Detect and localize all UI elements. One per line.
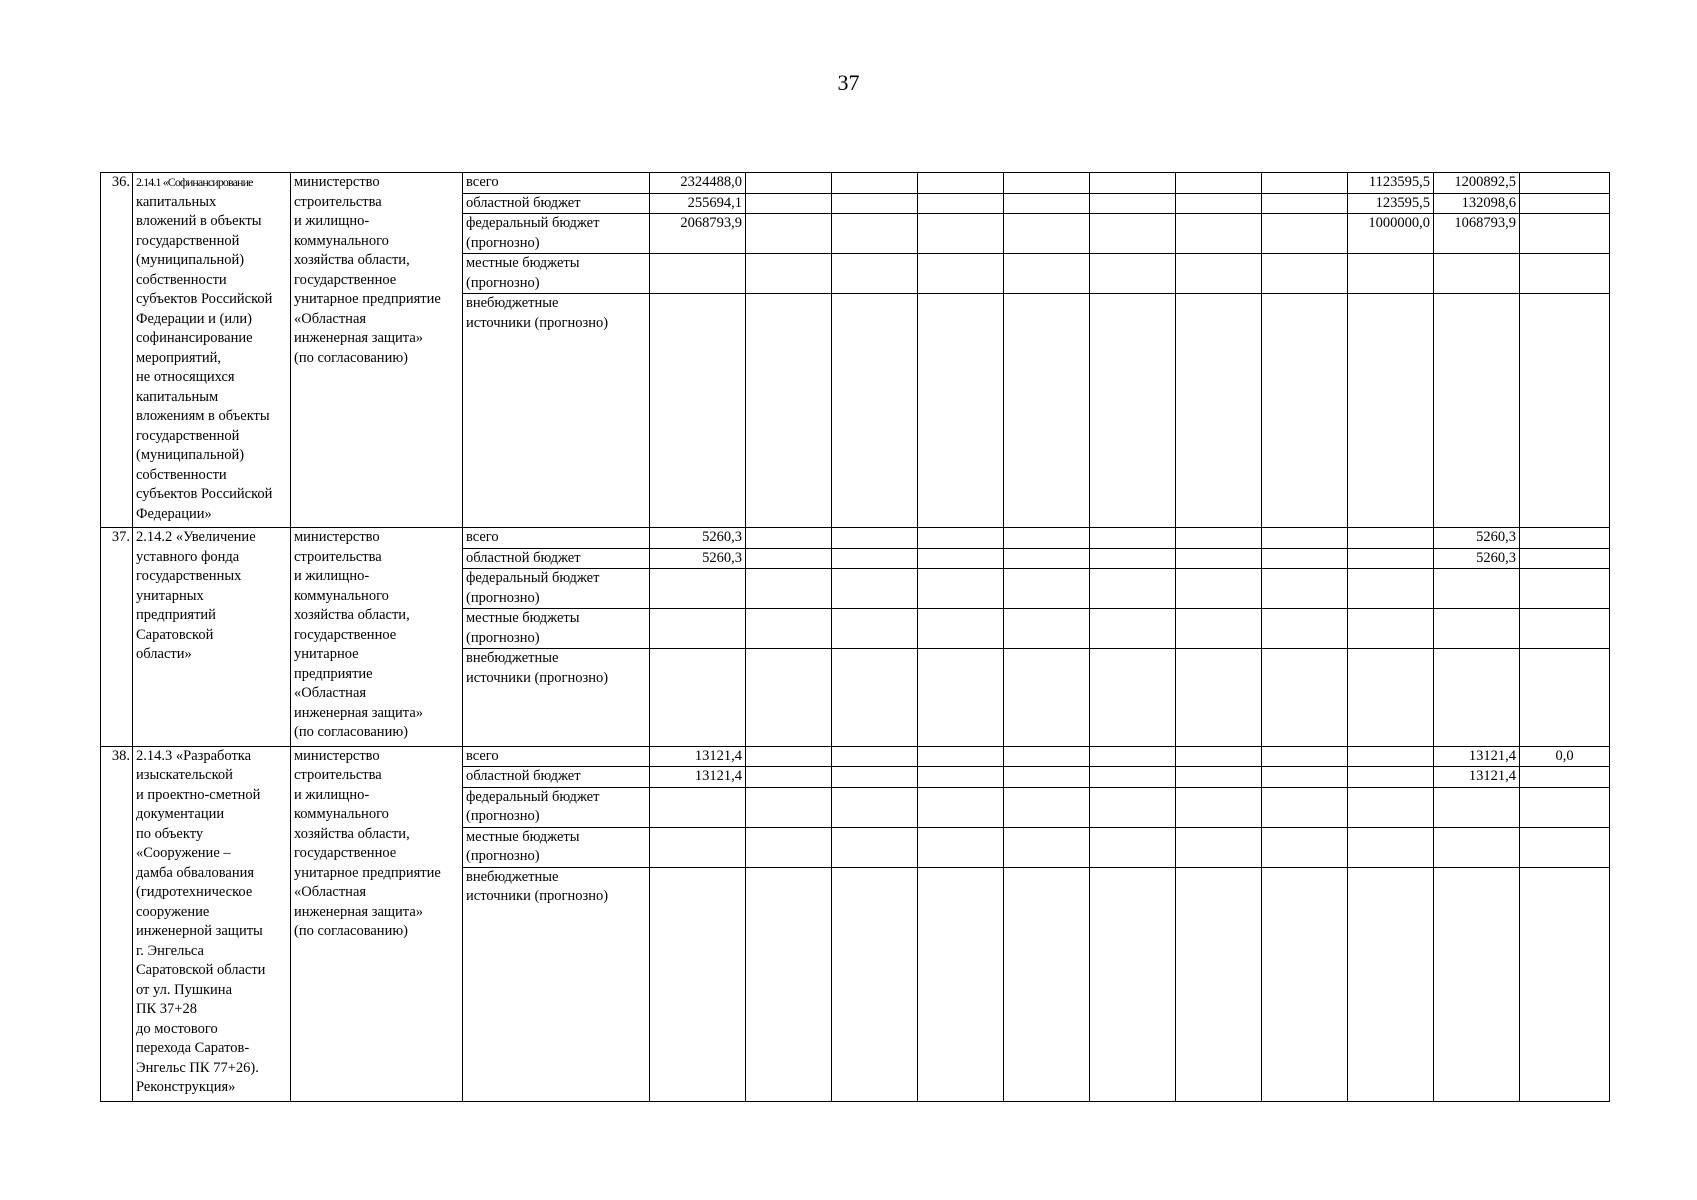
year-amount-empty xyxy=(918,193,1004,214)
funding-source xyxy=(463,569,650,609)
total-amount: 13121,4 xyxy=(650,746,746,767)
year-amount-empty xyxy=(1262,609,1348,649)
funding-source xyxy=(463,193,650,214)
funding-source-label: федеральный бюджет (прогнозно) xyxy=(466,215,600,251)
year-amount-empty xyxy=(1262,746,1348,767)
funding-source-label: внебюджетные источники (прогнозно) xyxy=(466,295,609,331)
total-amount xyxy=(650,569,746,609)
total-amount: 5260,3 xyxy=(650,528,746,549)
item-executor-text: министерство строительства и жилищно- коммунального хозяйства области, государственное унитарное предприятие «Областная инженерная защита» (по согласованию) xyxy=(294,174,441,366)
year-amount-empty xyxy=(1090,867,1176,1101)
year-amount-empty xyxy=(1004,827,1090,867)
year-amount-empty xyxy=(832,548,918,569)
year-amount: 0,0 xyxy=(1520,746,1610,767)
year-amount xyxy=(1434,294,1520,528)
year-amount-empty xyxy=(918,609,1004,649)
year-amount-empty xyxy=(1262,649,1348,747)
year-amount-empty xyxy=(832,767,918,788)
year-amount-empty xyxy=(1176,787,1262,827)
year-amount-empty xyxy=(918,787,1004,827)
year-amount xyxy=(1348,649,1434,747)
year-amount-empty xyxy=(1090,528,1176,549)
total-amount xyxy=(650,294,746,528)
funding-source xyxy=(463,767,650,788)
total-amount: 5260,3 xyxy=(650,548,746,569)
funding-source xyxy=(463,867,650,1101)
total-amount: 255694,1 xyxy=(650,193,746,214)
year-amount-empty xyxy=(1176,746,1262,767)
item-executor xyxy=(291,173,463,528)
year-amount xyxy=(1434,787,1520,827)
funding-source-label: областной бюджет xyxy=(466,768,581,784)
year-amount-empty xyxy=(746,548,832,569)
year-amount-empty xyxy=(1176,548,1262,569)
funding-source-label: областной бюджет xyxy=(466,549,581,566)
year-amount xyxy=(1520,609,1610,649)
year-amount xyxy=(1348,787,1434,827)
total-amount xyxy=(650,867,746,1101)
item-executor xyxy=(291,746,463,1101)
item-name xyxy=(133,173,291,528)
total-amount xyxy=(650,649,746,747)
year-amount: 1200892,5 xyxy=(1434,173,1520,194)
year-amount xyxy=(1348,746,1434,767)
funding-source-label: федеральный бюджет (прогнозно) xyxy=(466,788,600,824)
item-name-text: 2.14.2 «Увеличение уставного фонда государственных унитарных предприятий Саратовской области» xyxy=(136,529,256,662)
year-amount-empty xyxy=(1176,254,1262,294)
year-amount-empty xyxy=(1004,767,1090,788)
year-amount-empty xyxy=(1004,867,1090,1101)
year-amount xyxy=(1520,787,1610,827)
year-amount-empty xyxy=(918,746,1004,767)
year-amount-empty xyxy=(918,827,1004,867)
funding-source-label: федеральный бюджет (прогнозно) xyxy=(466,570,600,606)
year-amount-empty xyxy=(1262,787,1348,827)
funding-source-label: местные бюджеты (прогнозно) xyxy=(466,610,580,646)
year-amount-empty xyxy=(1090,767,1176,788)
year-amount-empty xyxy=(918,867,1004,1101)
year-amount-empty xyxy=(832,173,918,194)
year-amount: 123595,5 xyxy=(1348,193,1434,214)
year-amount-empty xyxy=(1004,746,1090,767)
year-amount-empty xyxy=(1176,193,1262,214)
year-amount-empty xyxy=(1004,787,1090,827)
funding-source-label: областной бюджет xyxy=(466,194,581,211)
year-amount-empty xyxy=(832,294,918,528)
year-amount-empty xyxy=(1262,867,1348,1101)
year-amount-empty xyxy=(832,528,918,549)
year-amount-empty xyxy=(1176,294,1262,528)
funding-source-label: всего xyxy=(466,747,499,764)
year-amount-empty xyxy=(746,214,832,254)
year-amount xyxy=(1434,867,1520,1101)
funding-source xyxy=(463,548,650,569)
funding-source xyxy=(463,787,650,827)
funding-source-label: внебюджетные источники (прогнозно) xyxy=(466,868,609,904)
year-amount-empty xyxy=(1004,569,1090,609)
year-amount xyxy=(1348,867,1434,1101)
funding-source xyxy=(463,214,650,254)
item-number: 37. xyxy=(101,528,133,747)
year-amount-empty xyxy=(1262,528,1348,549)
funding-source xyxy=(463,609,650,649)
year-amount-empty xyxy=(1262,214,1348,254)
year-amount-empty xyxy=(832,827,918,867)
year-amount xyxy=(1520,767,1610,788)
year-amount xyxy=(1520,827,1610,867)
year-amount-empty xyxy=(746,746,832,767)
year-amount-empty xyxy=(1262,254,1348,294)
funding-source-label: внебюджетные источники (прогнозно) xyxy=(466,650,609,686)
year-amount-empty xyxy=(1090,569,1176,609)
year-amount xyxy=(1434,254,1520,294)
year-amount-empty xyxy=(918,767,1004,788)
item-name-text: 2.14.1 «Софинансирование xyxy=(136,175,253,189)
year-amount: 13121,4 xyxy=(1434,746,1520,767)
year-amount-empty xyxy=(1090,746,1176,767)
year-amount-empty xyxy=(1090,827,1176,867)
year-amount-empty xyxy=(746,528,832,549)
year-amount-empty xyxy=(1176,649,1262,747)
year-amount-empty xyxy=(1262,548,1348,569)
year-amount-empty xyxy=(1090,609,1176,649)
year-amount-empty xyxy=(1262,827,1348,867)
total-amount: 13121,4 xyxy=(650,767,746,788)
year-amount-empty xyxy=(1004,649,1090,747)
page-number: 37 xyxy=(837,70,860,95)
year-amount xyxy=(1348,827,1434,867)
year-amount-empty xyxy=(832,649,918,747)
item-executor-text: министерство строительства и жилищно- коммунального хозяйства области, государственное унитарное предприятие «Областная инженерная защита» (по согласованию) xyxy=(294,529,424,740)
year-amount-empty xyxy=(1004,173,1090,194)
year-amount: 132098,6 xyxy=(1434,193,1520,214)
year-amount xyxy=(1348,528,1434,549)
year-amount xyxy=(1348,609,1434,649)
year-amount-empty xyxy=(1176,767,1262,788)
funding-source-label: всего xyxy=(466,174,499,190)
year-amount xyxy=(1520,548,1610,569)
year-amount-empty xyxy=(918,254,1004,294)
funding-source-label: местные бюджеты (прогнозно) xyxy=(466,255,580,291)
item-name xyxy=(133,746,291,1101)
year-amount xyxy=(1348,569,1434,609)
total-amount xyxy=(650,609,746,649)
year-amount xyxy=(1520,294,1610,528)
year-amount-empty xyxy=(1004,528,1090,549)
year-amount-empty xyxy=(1090,254,1176,294)
funding-source xyxy=(463,827,650,867)
year-amount xyxy=(1348,294,1434,528)
year-amount-empty xyxy=(918,649,1004,747)
funding-source xyxy=(463,649,650,747)
year-amount xyxy=(1348,548,1434,569)
year-amount xyxy=(1434,827,1520,867)
year-amount xyxy=(1520,193,1610,214)
year-amount-empty xyxy=(832,746,918,767)
year-amount: 1000000,0 xyxy=(1348,214,1434,254)
year-amount: 13121,4 xyxy=(1434,767,1520,788)
funding-source xyxy=(463,528,650,549)
year-amount xyxy=(1520,173,1610,194)
year-amount xyxy=(1434,609,1520,649)
funding-source xyxy=(463,173,650,194)
year-amount-empty xyxy=(1090,214,1176,254)
year-amount-empty xyxy=(1176,827,1262,867)
year-amount xyxy=(1520,528,1610,549)
item-number: 36. xyxy=(101,173,133,528)
year-amount-empty xyxy=(1176,173,1262,194)
year-amount-empty xyxy=(918,528,1004,549)
year-amount-empty xyxy=(832,609,918,649)
year-amount: 5260,3 xyxy=(1434,528,1520,549)
year-amount: 1068793,9 xyxy=(1434,214,1520,254)
table-row xyxy=(101,173,1610,194)
year-amount xyxy=(1348,767,1434,788)
table-row xyxy=(101,746,1610,767)
year-amount-empty xyxy=(832,867,918,1101)
year-amount-empty xyxy=(1262,173,1348,194)
total-amount xyxy=(650,827,746,867)
year-amount xyxy=(1520,254,1610,294)
funding-source-label: всего xyxy=(466,529,499,545)
table-row xyxy=(101,528,1610,549)
year-amount-empty xyxy=(1176,867,1262,1101)
budget-table xyxy=(100,172,1610,1102)
year-amount-empty xyxy=(1090,548,1176,569)
year-amount-empty xyxy=(746,767,832,788)
year-amount-empty xyxy=(1004,609,1090,649)
total-amount: 2324488,0 xyxy=(650,173,746,194)
funding-source-label: местные бюджеты (прогнозно) xyxy=(466,828,580,864)
year-amount-empty xyxy=(1090,193,1176,214)
year-amount-empty xyxy=(918,569,1004,609)
item-name xyxy=(133,528,291,747)
year-amount-empty xyxy=(918,173,1004,194)
funding-source xyxy=(463,254,650,294)
year-amount-empty xyxy=(746,827,832,867)
total-amount xyxy=(650,787,746,827)
year-amount-empty xyxy=(746,569,832,609)
year-amount-empty xyxy=(746,649,832,747)
year-amount-empty xyxy=(918,548,1004,569)
year-amount xyxy=(1520,214,1610,254)
year-amount-empty xyxy=(1176,528,1262,549)
year-amount-empty xyxy=(1262,193,1348,214)
year-amount-empty xyxy=(1176,214,1262,254)
year-amount: 5260,3 xyxy=(1434,548,1520,569)
budget-table-body xyxy=(101,173,1610,1102)
year-amount-empty xyxy=(746,173,832,194)
item-name-continued: капитальных вложений в объекты государственной (муниципальной) собственности субъектов Российской Федерации и (или) софинансирование мероприятий, не относящихся капитальным вложениям в объекты государственной (муниципальной) собственности субъектов Российской Федерации» xyxy=(136,193,273,522)
year-amount xyxy=(1520,867,1610,1101)
year-amount xyxy=(1348,254,1434,294)
year-amount-empty xyxy=(832,254,918,294)
total-amount: 2068793,9 xyxy=(650,214,746,254)
year-amount-empty xyxy=(1262,569,1348,609)
year-amount-empty xyxy=(746,787,832,827)
item-number: 38. xyxy=(101,746,133,1101)
year-amount xyxy=(1434,569,1520,609)
year-amount-empty xyxy=(1090,173,1176,194)
year-amount: 1123595,5 xyxy=(1348,173,1434,194)
year-amount-empty xyxy=(832,787,918,827)
funding-source xyxy=(463,746,650,767)
year-amount-empty xyxy=(1090,787,1176,827)
item-name-text: 2.14.3 «Разработка изыскательской и проектно-сметной документации по объекту «Сооружение – дамба обвалования (гидротехническое сооружение инженерной защиты г. Энгельса Саратовской области от ул. Пушкина ПК 37+28 до мостового перехода Саратов- Энгельс ПК 77+26). Реконструкция» xyxy=(136,747,266,1095)
year-amount-empty xyxy=(1004,254,1090,294)
year-amount-empty xyxy=(746,867,832,1101)
year-amount-empty xyxy=(1004,214,1090,254)
year-amount xyxy=(1520,569,1610,609)
year-amount-empty xyxy=(1090,649,1176,747)
year-amount-empty xyxy=(746,609,832,649)
year-amount xyxy=(1434,649,1520,747)
total-amount xyxy=(650,254,746,294)
funding-source xyxy=(463,294,650,528)
year-amount-empty xyxy=(1176,569,1262,609)
year-amount-empty xyxy=(1090,294,1176,528)
year-amount xyxy=(1520,649,1610,747)
year-amount-empty xyxy=(1004,548,1090,569)
year-amount-empty xyxy=(918,214,1004,254)
year-amount-empty xyxy=(1262,767,1348,788)
year-amount-empty xyxy=(1262,294,1348,528)
year-amount-empty xyxy=(1004,294,1090,528)
item-executor-text: министерство строительства и жилищно- коммунального хозяйства области, государственное унитарное предприятие «Областная инженерная защита» (по согласованию) xyxy=(294,747,441,939)
year-amount-empty xyxy=(918,294,1004,528)
year-amount-empty xyxy=(832,214,918,254)
year-amount-empty xyxy=(832,193,918,214)
year-amount-empty xyxy=(746,294,832,528)
year-amount-empty xyxy=(1004,193,1090,214)
year-amount-empty xyxy=(746,254,832,294)
year-amount-empty xyxy=(746,193,832,214)
year-amount-empty xyxy=(832,569,918,609)
item-executor xyxy=(291,528,463,747)
year-amount-empty xyxy=(1176,609,1262,649)
